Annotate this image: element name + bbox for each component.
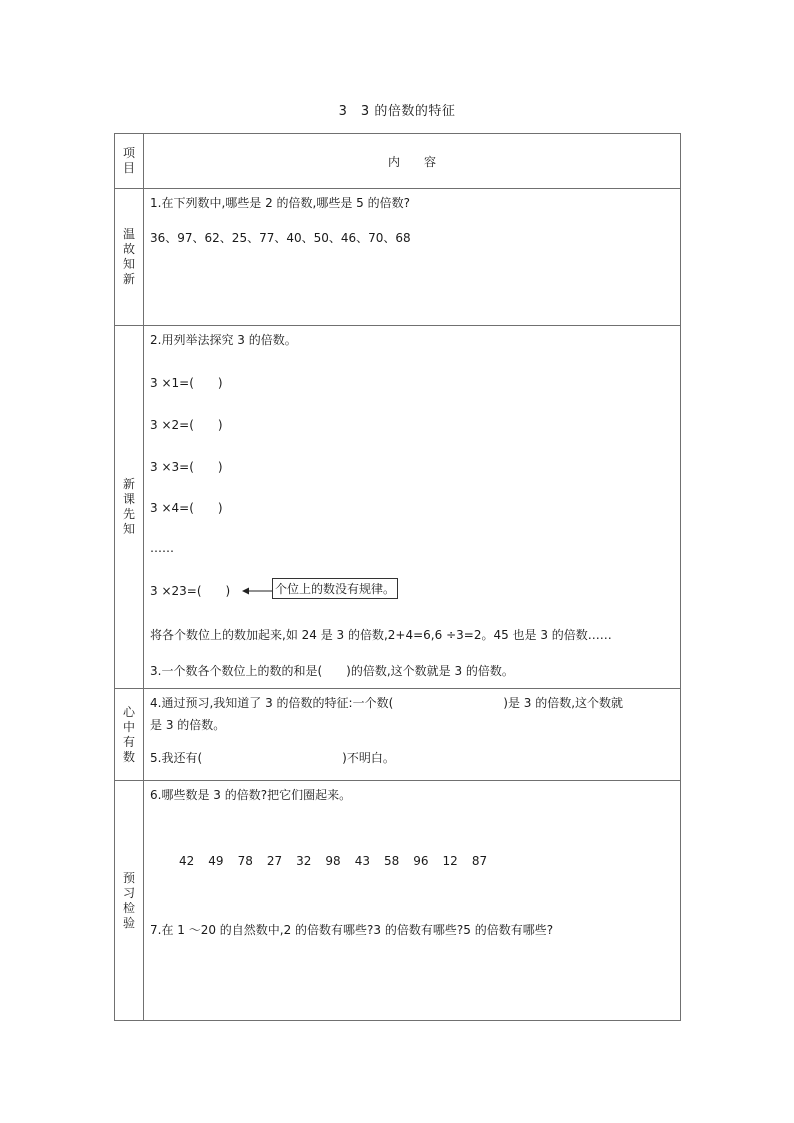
check-content bbox=[144, 781, 681, 1021]
new-lesson-content bbox=[144, 326, 681, 689]
digit-sum-explanation: 将各个数位上的数加起来,如 24 是 3 的倍数,2+4=6,6 ÷3=2。45 也是 3 的倍数…… bbox=[150, 628, 612, 642]
question-4-line-2: 是 3 的倍数。 bbox=[150, 718, 226, 732]
mind-content bbox=[144, 689, 681, 781]
section-label-new-lesson: 新课先知 bbox=[115, 326, 144, 689]
worksheet-table bbox=[114, 133, 681, 1021]
review-content bbox=[144, 189, 681, 326]
candidate-number[interactable]: 78 bbox=[237, 854, 253, 868]
question-3: 3.一个数各个数位上的数的和是( )的倍数,这个数就是 3 的倍数。 bbox=[150, 664, 514, 678]
equation-3x2: 3 ×2=( ) bbox=[150, 418, 223, 432]
candidate-number[interactable]: 43 bbox=[354, 854, 370, 868]
candidate-number[interactable]: 32 bbox=[296, 854, 312, 868]
section-label-mind: 心中有数 bbox=[115, 689, 144, 781]
question-4-part-a: 4.通过预习,我知道了 3 的倍数的特征:一个数( bbox=[150, 696, 394, 710]
question-7: 7.在 1 ～20 的自然数中,2 的倍数有哪些?3 的倍数有哪些?5 的倍数有哪些? bbox=[150, 923, 554, 937]
candidate-number-list bbox=[179, 854, 501, 868]
question-4-line-1 bbox=[150, 694, 623, 711]
question-6: 6.哪些数是 3 的倍数?把它们圈起来。 bbox=[150, 788, 352, 802]
equation-3x1: 3 ×1=( ) bbox=[150, 376, 223, 390]
candidate-number[interactable]: 27 bbox=[266, 854, 283, 868]
left-arrow-icon bbox=[242, 585, 272, 597]
question-5-part-b: )不明白。 bbox=[342, 751, 395, 765]
candidate-number[interactable]: 42 bbox=[179, 854, 195, 868]
equation-3x4: 3 ×4=( ) bbox=[150, 501, 223, 515]
question-5-part-a: 5.我还有( bbox=[150, 751, 203, 765]
header-content-label: 内 容 bbox=[144, 134, 681, 189]
question-5 bbox=[150, 749, 395, 766]
candidate-number[interactable]: 12 bbox=[442, 854, 458, 868]
section-label-review: 温故知新 bbox=[115, 189, 144, 326]
ellipsis-text: …… bbox=[150, 541, 174, 555]
equation-3x3: 3 ×3=( ) bbox=[150, 460, 223, 474]
equation-3x23: 3 ×23=( ) bbox=[150, 584, 231, 598]
candidate-number[interactable]: 98 bbox=[325, 854, 341, 868]
review-number-list: 36、97、62、25、77、40、50、46、70、68 bbox=[150, 231, 411, 245]
candidate-number[interactable]: 49 bbox=[208, 854, 224, 868]
question-4-part-b: )是 3 的倍数,这个数就 bbox=[503, 696, 624, 710]
candidate-number[interactable]: 87 bbox=[471, 854, 488, 868]
page-title: 3 3 的倍数的特征 bbox=[338, 104, 456, 119]
candidate-number[interactable]: 58 bbox=[383, 854, 400, 868]
question-1: 1.在下列数中,哪些是 2 的倍数,哪些是 5 的倍数? bbox=[150, 196, 410, 210]
question-2: 2.用列举法探究 3 的倍数。 bbox=[150, 333, 297, 347]
pattern-note-box: 个位上的数没有规律。 bbox=[272, 578, 398, 599]
candidate-number[interactable]: 96 bbox=[413, 854, 429, 868]
header-item-label: 项目 bbox=[115, 134, 144, 189]
section-label-check: 预习检验 bbox=[115, 781, 144, 1021]
